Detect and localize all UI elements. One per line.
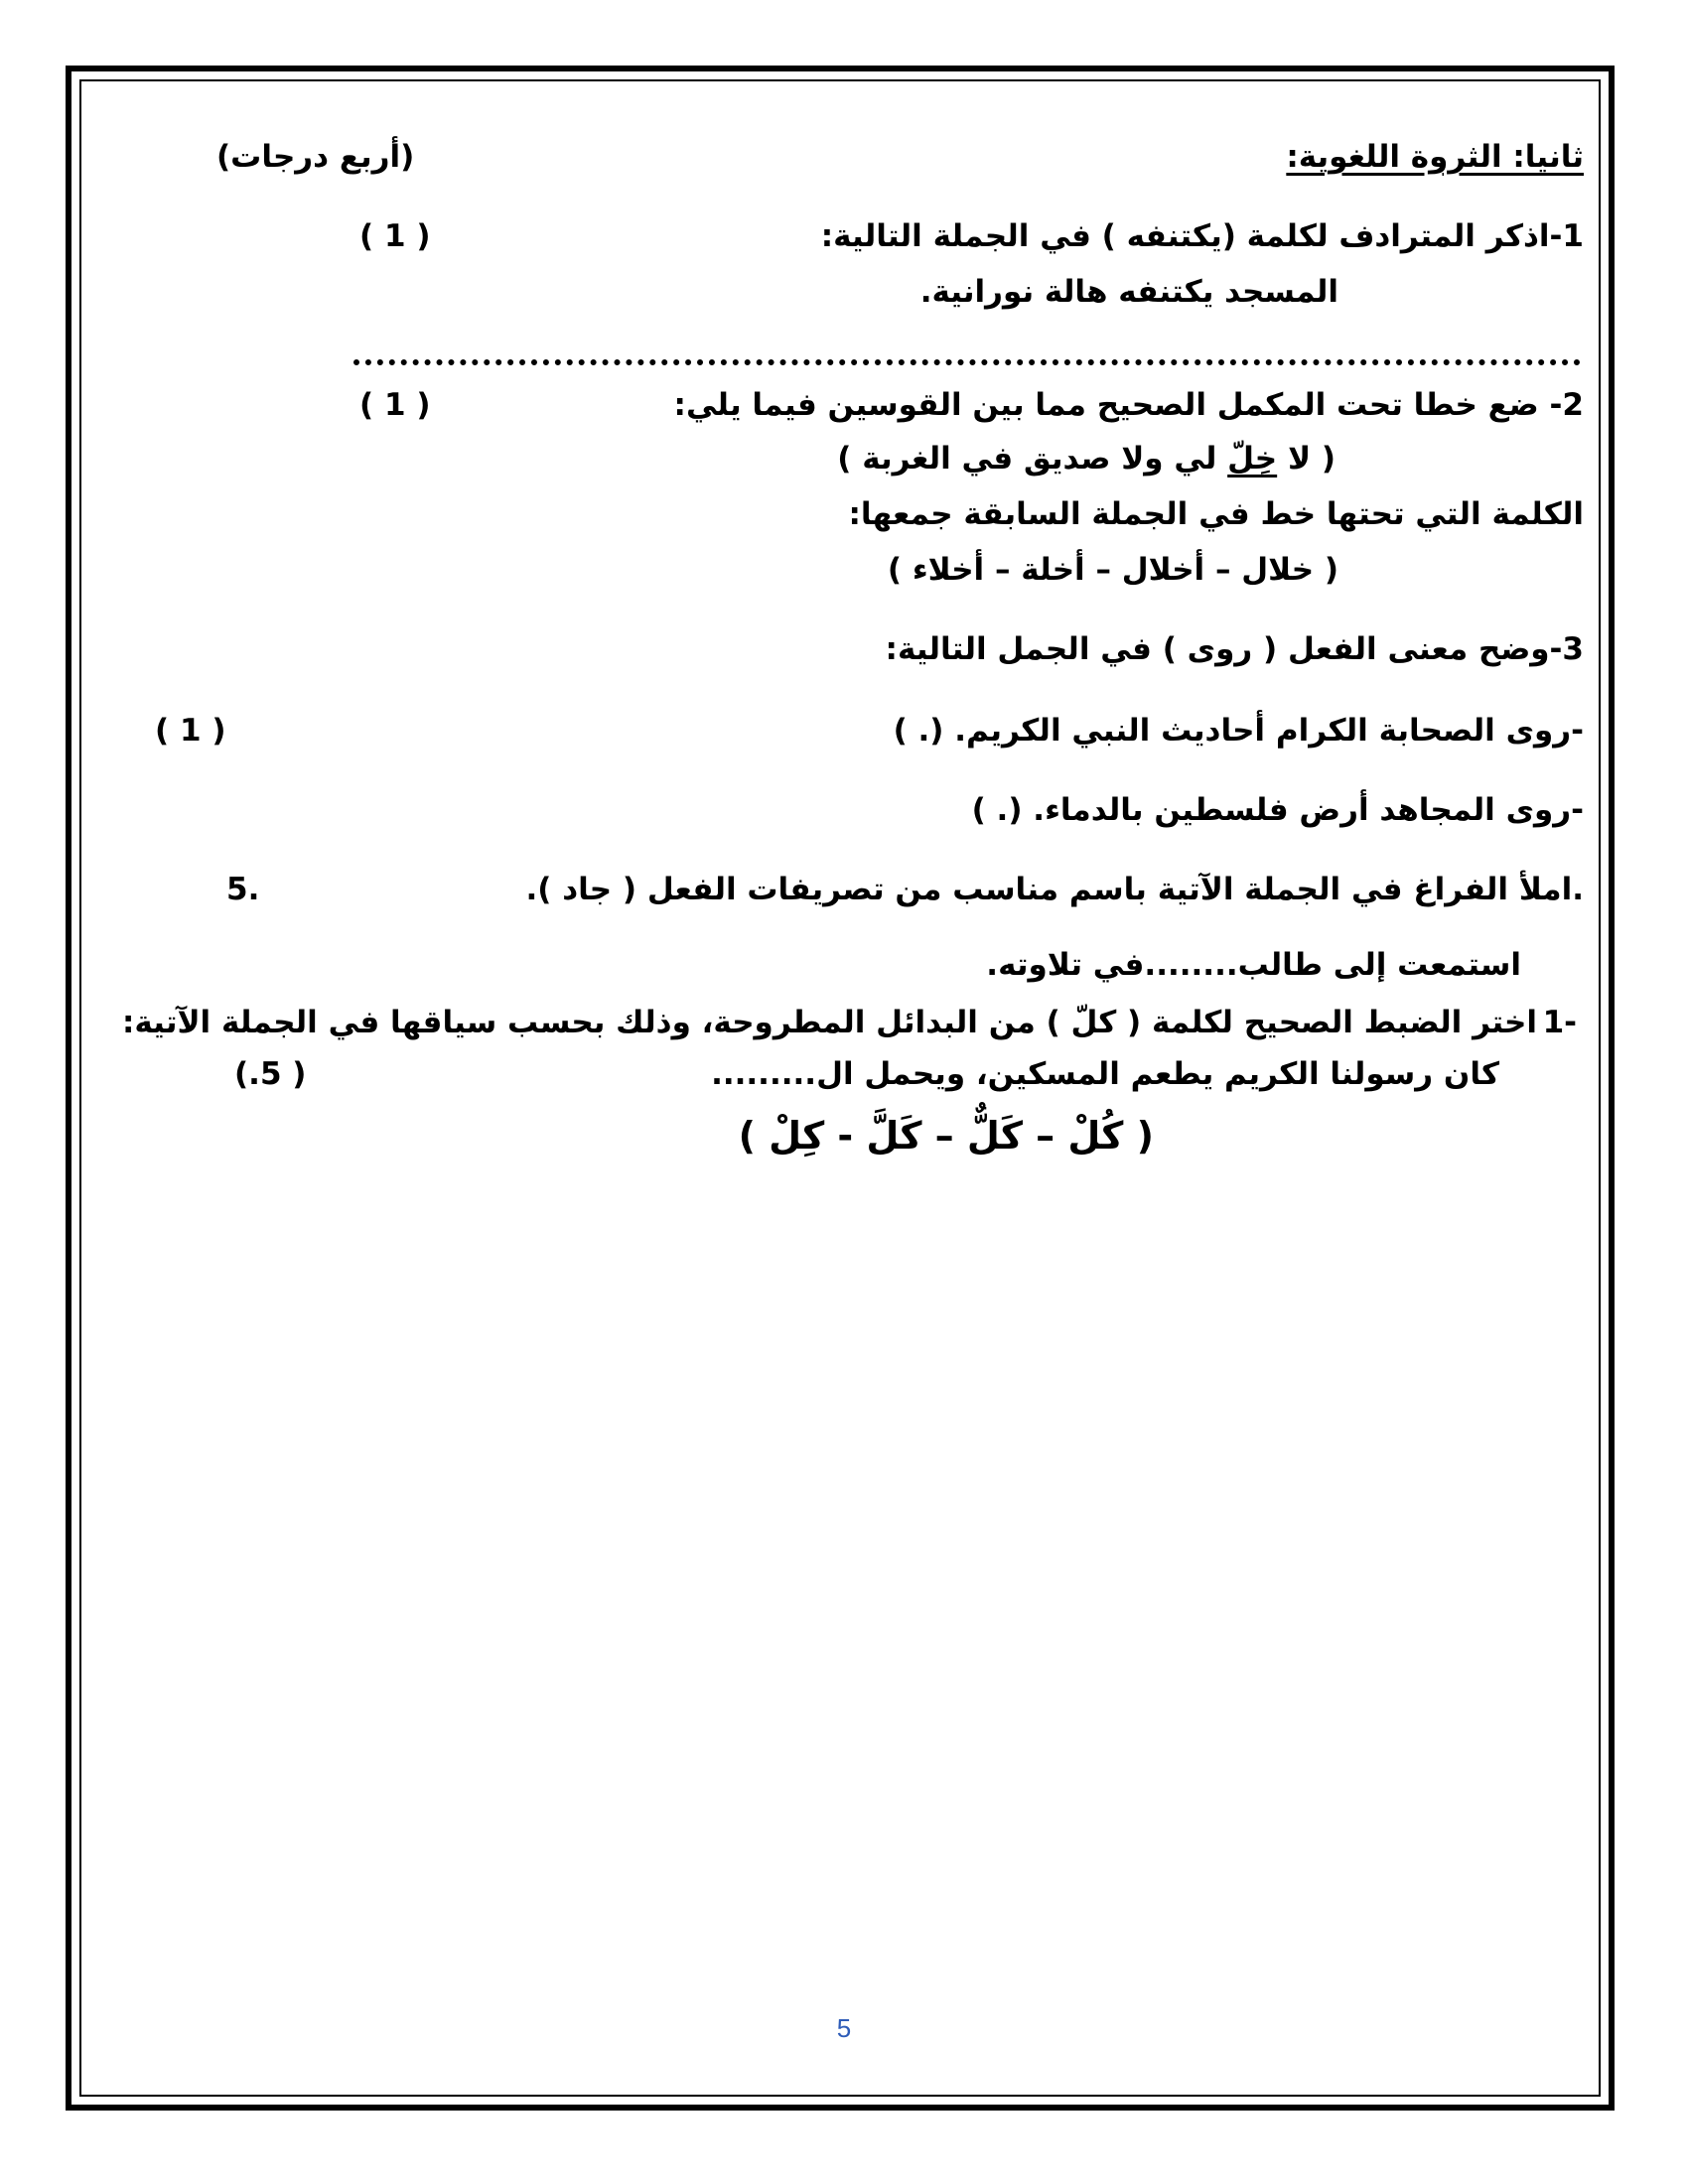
q2-score: ( 1 ) <box>359 387 431 423</box>
q2-instruction: الكلمة التي تحتها خط في الجملة السابقة جمعها: <box>848 496 1584 532</box>
q4-text: .املأ الفراغ في الجملة الآتية باسم مناسب من تصريفات الفعل ( جاد ). <box>525 872 1584 907</box>
q4-sentence: استمعت إلى طالب........في تلاوته. <box>986 947 1521 983</box>
q1-score: ( 1 ) <box>359 218 431 254</box>
q2-sentence-rest: لي ولا صديق في الغربة ) <box>837 441 1228 477</box>
q3-text: 3-وضح معنى الفعل ( روى ) في الجمل التالية: <box>885 631 1584 667</box>
q3-line1: -روى الصحابة الكرام أحاديث النبي الكريم. (. ) <box>893 713 1584 749</box>
q2-sentence-open: ( لا <box>1277 441 1336 477</box>
q2-text: 2- ضع خطا تحت المكمل الصحيح مما بين القوسين فيما يلي: <box>673 387 1584 423</box>
answer-dotted-line <box>353 340 1581 365</box>
q5-text: اختر الضبط الصحيح لكلمة ( كلّ ) من البدائل المطروحة، وذلك بحسب سياقها في الجملة الآتية: <box>121 1005 1537 1040</box>
q1-sentence: المسجد يكتنفه هالة نورانية. <box>919 274 1338 310</box>
q5-number: 1- <box>1542 1005 1577 1040</box>
q4-score: 5. <box>226 872 260 907</box>
q1-text: 1-اذكر المترادف لكلمة (يكتنفه ) في الجملة التالية: <box>820 218 1584 254</box>
page-number: 5 <box>836 2013 852 2043</box>
section-title: ثانيا: الثروة اللغوية: <box>1286 139 1584 175</box>
q3-line2: -روى المجاهد أرض فلسطين بالدماء. (. ) <box>971 792 1584 828</box>
q3-line1-score: ( 1 ) <box>155 713 226 749</box>
section-marks: (أربع درجات) <box>216 139 415 175</box>
q2-sentence <box>837 441 1336 477</box>
q2-underlined-word: خِلّ <box>1227 441 1278 477</box>
q5-score: (.5 ) <box>234 1056 307 1092</box>
q5-sentence: كان رسولنا الكريم يطعم المسكين، ويحمل ال......... <box>711 1056 1499 1092</box>
q2-options: ( خلال – أخلال – أخلة – أخلاء ) <box>887 552 1338 588</box>
q5-options: ( كُلْ – كَلٌّ – كَلَّ - كِلْ ) <box>738 1114 1154 1158</box>
